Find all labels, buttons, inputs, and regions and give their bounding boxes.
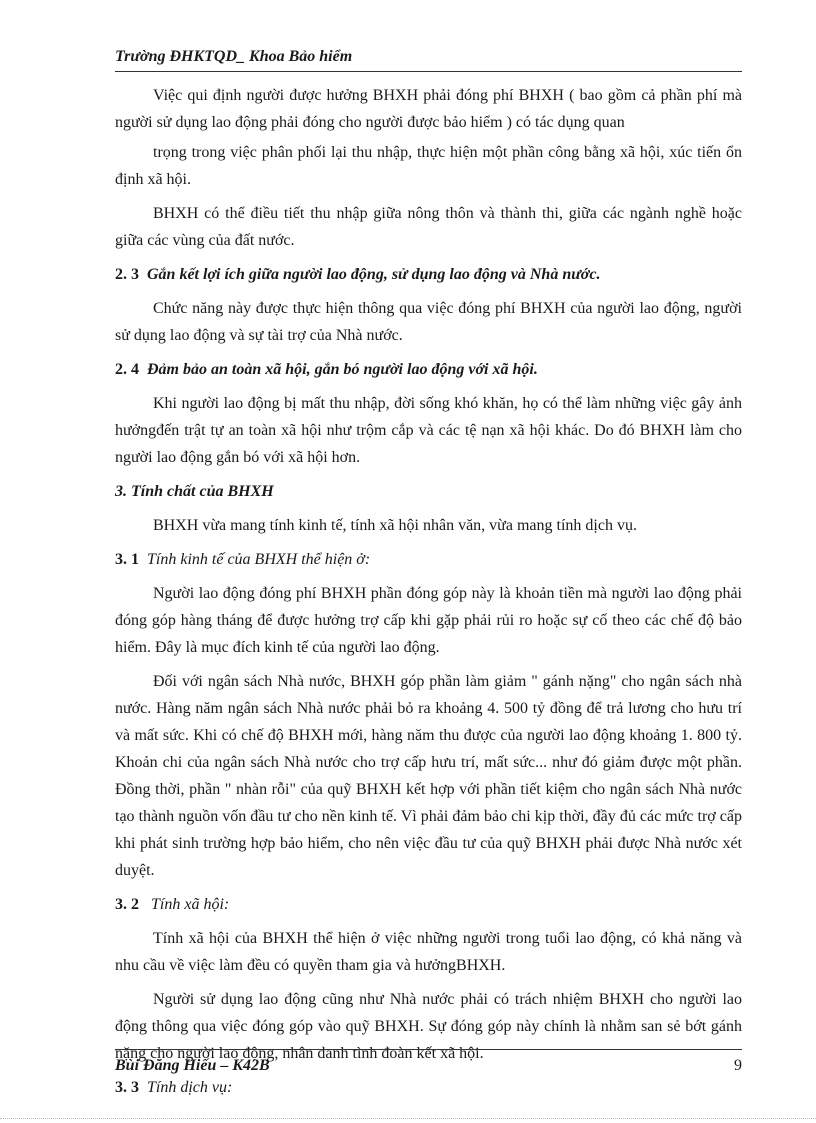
paragraph: Đối với ngân sách Nhà nước, BHXH góp phần làm giảm " gánh nặng" cho ngân sách nhà nước. Hàng năm ngân sách Nhà nước phải bỏ ra khoảng 4. 500 tỷ đồng để trả lương cho hưu trí và mất sức. Khi có chế độ BHXH mới, hàng năm thu được của người lao động khoảng 1. 800 tỷ. Khoản chi của ngân sách Nhà nước cho trợ cấp hưu trí, mất sức... như đó giảm được một phần. Đồng thời, phần " nhàn rỗi" của quỹ BHXH kết hợp với phần tiết kiệm cho ngân sách Nhà nước tạo thành nguồn vốn đầu tư cho nền kinh tế. Vì phải đảm bảo chi kịp thời, đầy đủ các mức trợ cấp khi phát sinh trường hợp bảo hiểm, cho nên việc đầu tư của quỹ BHXH phải được Nhà nước xét duyệt. <box>115 673 742 879</box>
paragraph: Việc qui định người được hưởng BHXH phải đóng phí BHXH ( bao gồm cả phần phí mà người sử dụng lao động phải đóng cho người được bảo hiểm ) có tác dụng quan <box>115 87 742 131</box>
section-heading <box>115 546 742 573</box>
page-number: 9 <box>734 1057 742 1074</box>
section-heading <box>115 356 742 383</box>
section-number: 3. 2 <box>115 896 139 913</box>
section-number: 3. 3 <box>115 1079 139 1096</box>
paragraph: BHXH có thể điều tiết thu nhập giữa nông thôn và thành thi, giữa các ngành nghề hoặc giữa các vùng của đất nước. <box>115 205 742 249</box>
section-title: Tính kinh tế của BHXH thể hiện ở: <box>147 551 371 568</box>
paragraph: Người sử dụng lao động cũng như Nhà nước phải có trách nhiệm BHXH cho người lao động thông qua việc đóng góp vào quỹ BHXH. Sự đóng góp này chính là nhằm san sẻ bớt gánh nặng cho người lao động, nhân danh tình đoàn kết xã hội. <box>115 991 742 1062</box>
section-title: Tính xã hội: <box>151 896 230 913</box>
section-number: 3. 1 <box>115 551 139 568</box>
page-edge-dotted-line <box>0 1118 816 1119</box>
section-title: Tính dịch vụ: <box>147 1079 233 1096</box>
paragraph: Người lao động đóng phí BHXH phần đóng góp này là khoản tiền mà người lao động phải đóng góp hàng tháng để được hưởng trợ cấp khi gặp phải rủi ro hoặc sự cố theo các chế độ bảo hiểm. Đây là mục đích kinh tế của người lao động. <box>115 585 742 656</box>
page-header: Trường ĐHKTQD_ Khoa Bảo hiểm <box>115 48 353 65</box>
section-number: 2. 4 <box>115 361 139 378</box>
paragraph: BHXH vừa mang tính kinh tế, tính xã hội nhân văn, vừa mang tính dịch vụ. <box>153 517 637 534</box>
footer-author: Bùi Đăng Hiếu – K42B <box>115 1057 270 1074</box>
header-rule <box>115 71 742 72</box>
section-heading <box>115 1074 742 1101</box>
paragraph: Khi người lao động bị mất thu nhập, đời sống khó khăn, họ có thể làm những việc gây ảnh hưởngđến trật tự an toàn xã hội như trộm cắp và các tệ nạn xã hội khác. Do đó BHXH làm cho người lao động gắn bó với xã hội hơn. <box>115 395 742 466</box>
paragraph: trọng trong việc phân phối lại thu nhập, thực hiện một phần công bằng xã hội, xúc tiến ổn định xã hội. <box>115 144 742 188</box>
section-title: Gắn kết lợi ích giữa người lao động, sử dụng lao động và Nhà nước. <box>147 266 601 283</box>
page-body <box>115 82 742 1108</box>
section-title: Đảm bảo an toàn xã hội, gắn bó người lao động với xã hội. <box>147 361 538 378</box>
footer-rule <box>115 1049 742 1050</box>
section-heading <box>115 891 742 918</box>
section-heading: 3. Tính chất của BHXH <box>115 483 274 500</box>
paragraph: Tính xã hội của BHXH thể hiện ở việc những người trong tuổi lao động, có khả năng và nhu cầu về việc làm đều có quyền tham gia và hưởngBHXH. <box>115 930 742 974</box>
paragraph: Chức năng này được thực hiện thông qua việc đóng phí BHXH của người lao động, người sử dụng lao động và sự tài trợ của Nhà nước. <box>115 300 742 344</box>
section-number: 2. 3 <box>115 266 139 283</box>
section-heading <box>115 261 742 288</box>
